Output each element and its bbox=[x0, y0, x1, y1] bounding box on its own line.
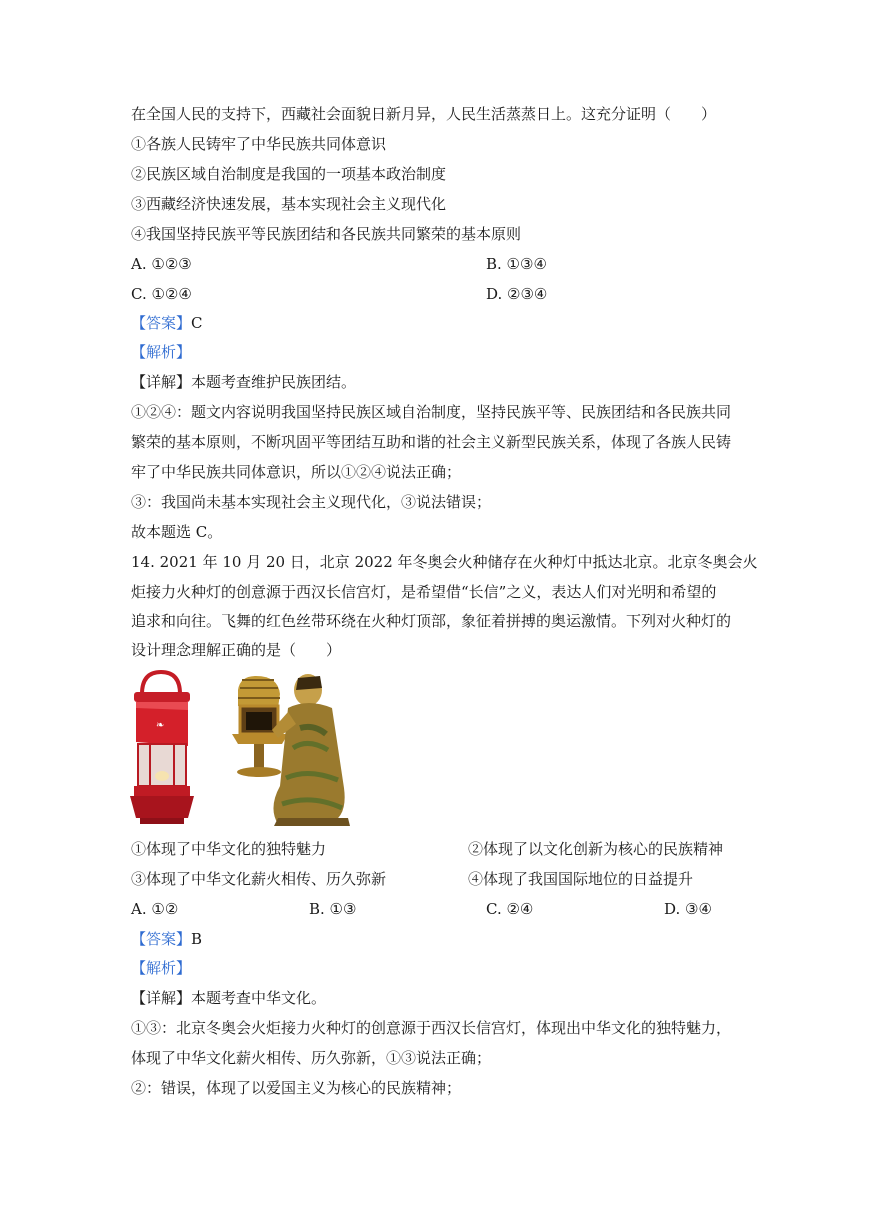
q14-detail-line-1: ①③：北京冬奥会火炬接力火种灯的创意源于西汉长信宫灯，体现出中华文化的独特魅力， bbox=[131, 1019, 732, 1037]
q13-detail-line-3: 牢了中华民族共同体意识，所以①②④说法正确； bbox=[131, 463, 462, 481]
detail-head: 本题考查中华文化。 bbox=[191, 989, 327, 1007]
q14-option-a: A. ①② bbox=[131, 900, 179, 918]
q14-stem-line-4: 设计理念理解正确的是（ ） bbox=[131, 641, 342, 659]
answer-label: 【答案】 bbox=[131, 314, 192, 332]
q14-item-2: ②体现了以文化创新为核心的民族精神 bbox=[468, 840, 724, 858]
q14-item-3: ③体现了中华文化薪火相传、历久弥新 bbox=[131, 870, 387, 888]
q13-item-4: ④我国坚持民族平等民族团结和各民族共同繁荣的基本原则 bbox=[131, 225, 522, 243]
q13-option-d: D. ②③④ bbox=[486, 285, 548, 303]
q14-option-c: C. ②④ bbox=[486, 900, 534, 918]
lantern-illustration bbox=[128, 668, 358, 832]
q13-option-a: A. ①②③ bbox=[131, 255, 192, 273]
q13-stem: 在全国人民的支持下，西藏社会面貌日新月异，人民生活蒸蒸日上。这充分证明（ ） bbox=[131, 105, 717, 123]
q14-detail bbox=[131, 988, 326, 1008]
q14-item-1: ①体现了中华文化的独特魅力 bbox=[131, 840, 327, 858]
q14-stem-line-2: 炬接力火种灯的创意源于西汉长信宫灯，是希望借“长信”之义，表达人们对光明和希望的 bbox=[131, 583, 717, 601]
q13-analysis-label: 【解析】 bbox=[131, 343, 192, 361]
q13-option-b: B. ①③④ bbox=[486, 255, 547, 273]
q14-stem-line-1: 14. 2021 年 10 月 20 日，北京 2022 年冬奥会火种储存在火种灯中抵达北京。北京冬奥会火 bbox=[131, 553, 758, 571]
q14-answer bbox=[131, 929, 202, 949]
detail-head: 本题考查维护民族团结。 bbox=[191, 373, 357, 391]
q13-option-c: C. ①②④ bbox=[131, 285, 192, 303]
detail-label: 【详解】 bbox=[131, 989, 192, 1007]
q14-option-d: D. ③④ bbox=[664, 900, 712, 918]
q14-analysis-label: 【解析】 bbox=[131, 959, 192, 977]
svg-text:❧: ❧ bbox=[156, 720, 165, 731]
q13-item-1: ①各族人民铸牢了中华民族共同体意识 bbox=[131, 135, 387, 153]
changxin-palace-lamp-image bbox=[232, 674, 350, 826]
q14-detail-line-3: ②：错误，体现了以爱国主义为核心的民族精神； bbox=[131, 1079, 462, 1097]
olympic-lantern-image bbox=[130, 672, 194, 824]
q13-detail-line-1: ①②④：题文内容说明我国坚持民族区域自治制度，坚持民族平等、民族团结和各民族共同 bbox=[131, 403, 732, 421]
answer-value: C bbox=[191, 314, 203, 332]
q13-detail-line-5: 故本题选 C。 bbox=[131, 523, 223, 541]
q13-item-2: ②民族区域自治制度是我国的一项基本政治制度 bbox=[131, 165, 447, 183]
lantern-figure bbox=[128, 668, 358, 832]
q14-option-b: B. ①③ bbox=[309, 900, 357, 918]
q13-answer bbox=[131, 313, 203, 333]
answer-label: 【答案】 bbox=[131, 930, 192, 948]
detail-label: 【详解】 bbox=[131, 373, 192, 391]
q13-detail bbox=[131, 372, 356, 392]
q13-detail-line-2: 繁荣的基本原则，不断巩固平等团结互助和谐的社会主义新型民族关系，体现了各族人民铸 bbox=[131, 433, 732, 451]
q13-item-3: ③西藏经济快速发展，基本实现社会主义现代化 bbox=[131, 195, 447, 213]
q14-detail-line-2: 体现了中华文化薪火相传、历久弥新，①③说法正确； bbox=[131, 1049, 492, 1067]
q14-stem-line-3: 追求和向往。飞舞的红色丝带环绕在火种灯顶部，象征着拼搏的奥运激情。下列对火种灯的 bbox=[131, 612, 732, 630]
answer-value: B bbox=[191, 930, 203, 948]
q14-item-4: ④体现了我国国际地位的日益提升 bbox=[468, 870, 694, 888]
q13-detail-line-4: ③：我国尚未基本实现社会主义现代化，③说法错误； bbox=[131, 493, 492, 511]
